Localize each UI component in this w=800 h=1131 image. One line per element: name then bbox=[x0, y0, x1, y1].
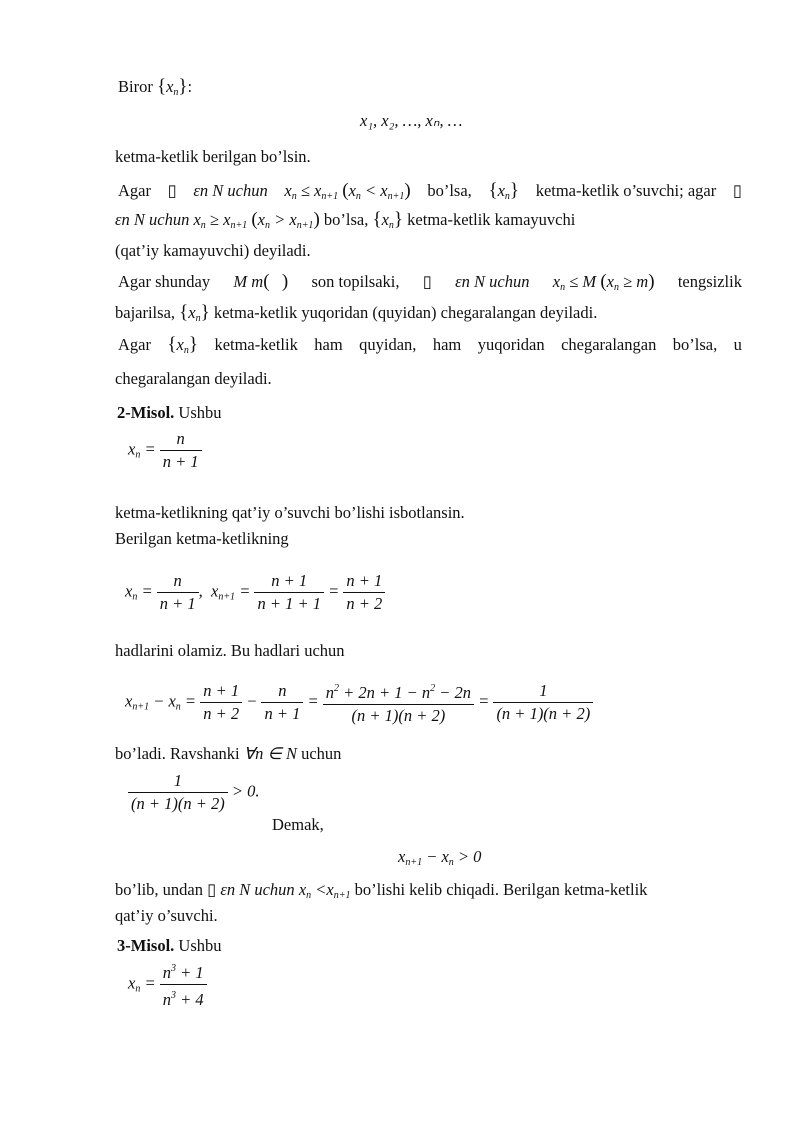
obviously-line: bo’ladi. Ravshanki ∀n ∈ N uchun bbox=[115, 744, 342, 763]
sequence-formula: x₁, x₂, …, xₙ, … bbox=[360, 111, 463, 130]
example-2-heading: 2-Misol. Ushbu bbox=[117, 403, 222, 422]
example-3-heading: 3-Misol. Ushbu bbox=[117, 936, 222, 955]
definition-strict-line: (qat’iy kamayuvchi) deyiladi. bbox=[115, 241, 311, 260]
inequality-nonincreasing: $x_n \ge x_{n+1}$ $(x_n > x_{n+1})$ bbox=[193, 209, 320, 231]
bounded-definition-line-2: bajarilsa, $\{x_n\}$ ketma-ketlik yuqoridan (quyidan) chegaralangan deyiladi. bbox=[115, 302, 598, 324]
formula-xn-n-over-n-plus-1: $x_n$ = $\frac{n}{n + 1}$ bbox=[128, 428, 202, 473]
missing-glyph-icon: ▯ bbox=[167, 181, 177, 200]
bounded-both-line: Agar $\{x_n\}$ ketma-ketlik ham quyidan, ham yuqoridan chegaralangan bo’lsa, u bbox=[118, 334, 742, 356]
formula-example-3: $x_n$ = $\frac{n^3 + 1}{n^3 + 4}$ bbox=[128, 958, 207, 1011]
bounded-both-line-2: chegaralangan deyiladi. bbox=[115, 369, 272, 388]
inequality-increasing: $x_n <x_{n+1}$ bbox=[298, 880, 351, 901]
formula-diff-positive: $x_{n+1} - x_n > 0$ bbox=[398, 847, 482, 868]
example-2-given: Berilgan ketma-ketlikning bbox=[115, 529, 289, 548]
missing-glyph-icon: ▯ bbox=[732, 181, 742, 200]
formula-xn-and-xn1: $x_n$ = $\frac{n}{n + 1}$ , $x_{n+1}$ = $\frac{n + 1}{n + 1 + 1}$ = $\frac{n + 1}{n + 2}$ bbox=[125, 570, 385, 615]
set-xn: $\{x_n\}$ bbox=[156, 76, 188, 98]
missing-glyph-icon: ▯ bbox=[207, 880, 217, 899]
terms-sentence: hadlarini olamiz. Bu hadlari uchun bbox=[115, 641, 345, 660]
intro-line: Biror $\{x_n\}$: bbox=[118, 76, 193, 98]
conclusion-line: bo’lib, undan ▯ εn N uchun $x_n <x_{n+1}$ bo’lishi kelib chiqadi. Berilgan ketma-ketlik bbox=[115, 880, 648, 901]
inequality-nondecreasing: $x_n \le x_{n+1}$ $(x_n < x_{n+1})$ bbox=[284, 180, 411, 202]
bounds-M-m: M m( ) bbox=[233, 271, 289, 292]
formula-difference: $x_{n+1} - x_n$ = $\frac{n + 1}{n + 2}$ − $\frac{n}{n + 1}$ = $\frac{n^2 + 2n + 1 - n^2 - 2n}{(n + 1)(n + 2)}$ = $\frac{1}{(n + 1)(n + 2)}$ bbox=[125, 678, 593, 727]
definition-increasing-line: Agar ▯ εn N uchun $x_n \le x_{n+1}$ $(x_n < x_{n+1})$ bo’lsa, $\{x_n\}$ ketma-ketlik o’suvchi; agar ▯ bbox=[118, 180, 742, 208]
missing-glyph-icon: ▯ bbox=[422, 272, 432, 291]
inequality-bounded: $x_n \le M$ $(x_n \ge m)$ bbox=[552, 271, 655, 293]
conclusion-line-2: qat’iy o’suvchi. bbox=[115, 906, 218, 925]
paragraph-given: ketma-ketlik berilgan bo’lsin. bbox=[115, 147, 311, 166]
forall-n-in-N: ∀n ∈ N bbox=[243, 744, 297, 763]
bounded-definition-line: Agar shunday M m( ) son topilsaki, ▯ εn N uchun $x_n \le M$ $(x_n \ge m)$ tengsizlik bbox=[118, 271, 742, 299]
definition-decreasing-line: εn N uchun $x_n \ge x_{n+1}$ $(x_n > x_{n+1})$ bo’lsa, $\{x_n\}$ ketma-ketlik kamayuvchi bbox=[115, 209, 576, 231]
example-2-statement: ketma-ketlikning qat’iy o’suvchi bo’lishi isbotlansin. bbox=[115, 503, 465, 522]
demak-word: Demak, bbox=[272, 815, 324, 834]
formula-positive: $\frac{1}{(n + 1)(n + 2)}$ > 0. bbox=[128, 770, 260, 815]
